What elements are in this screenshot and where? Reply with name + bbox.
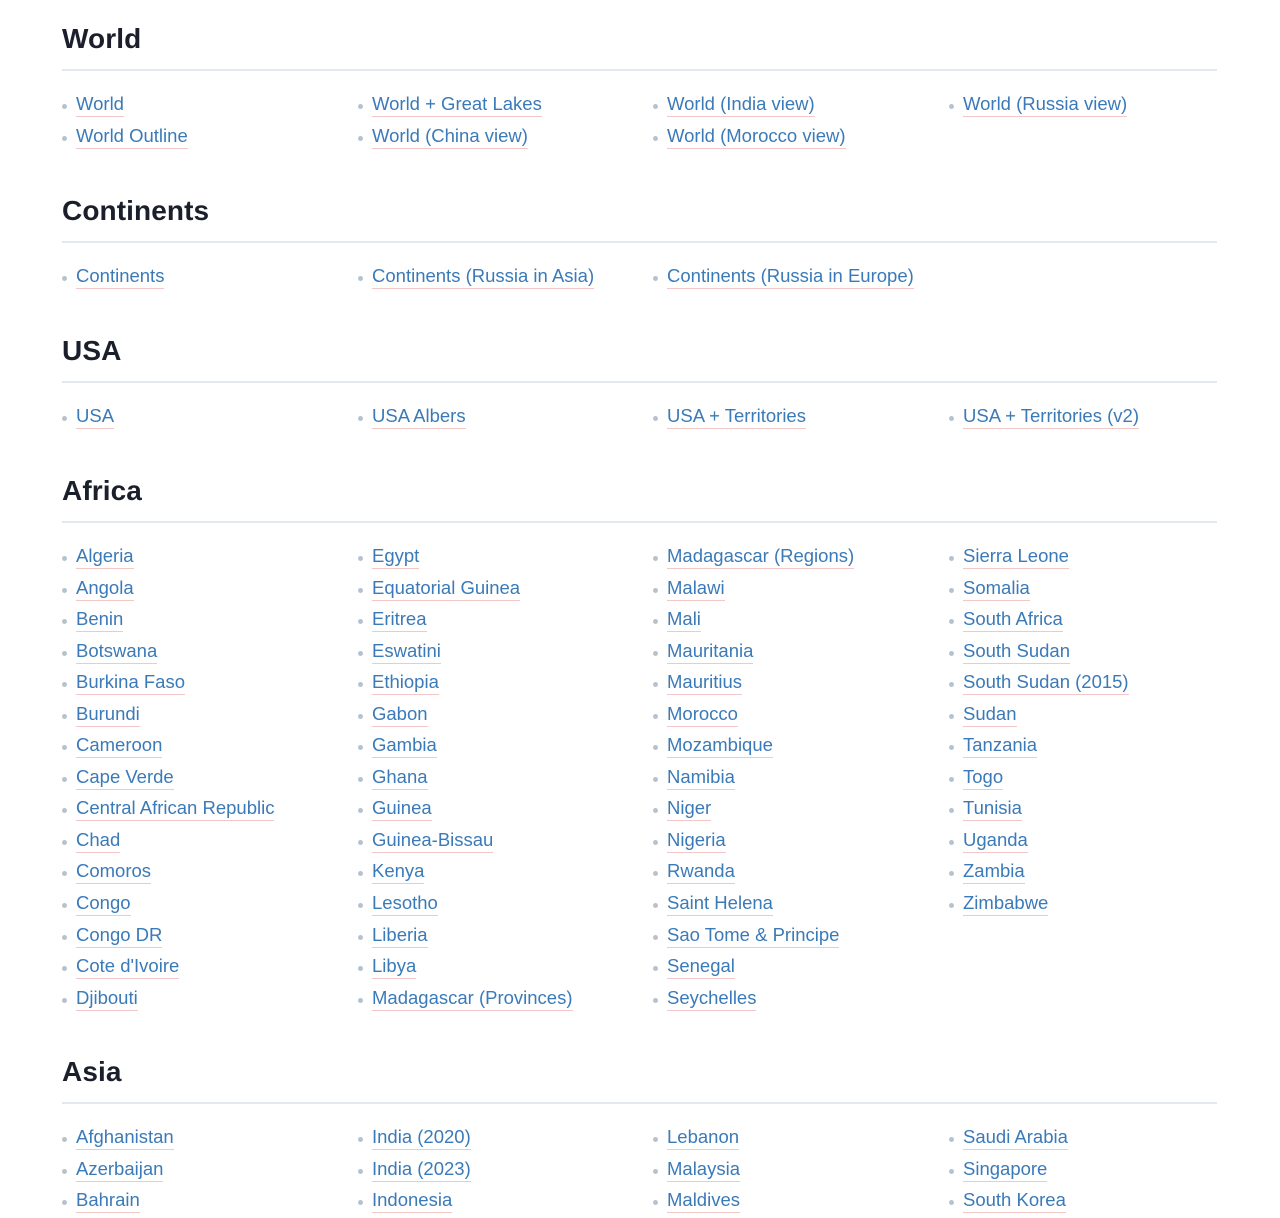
bullet-icon — [949, 840, 954, 845]
map-link-tunisia[interactable]: Tunisia — [963, 796, 1022, 821]
bullet-icon — [653, 966, 658, 971]
bullet-icon — [358, 1137, 363, 1142]
list-item — [62, 668, 342, 700]
map-link-world-morocco-view[interactable]: World (Morocco view) — [667, 124, 846, 149]
link-column — [653, 1123, 933, 1218]
list-item — [358, 1123, 638, 1155]
map-link-south-sudan[interactable]: South Sudan — [963, 639, 1070, 664]
list-item — [653, 984, 933, 1016]
bullet-icon — [949, 682, 954, 687]
map-link-singapore[interactable]: Singapore — [963, 1157, 1047, 1182]
list-item — [62, 637, 342, 669]
map-link-gabon[interactable]: Gabon — [372, 702, 428, 727]
section-title: Continents — [62, 195, 210, 226]
list-item — [358, 889, 638, 921]
map-link-zambia[interactable]: Zambia — [963, 859, 1025, 884]
bullet-icon — [62, 777, 67, 782]
bullet-icon — [62, 588, 67, 593]
bullet-icon — [653, 588, 658, 593]
list-item — [949, 1155, 1229, 1187]
map-link-malaysia[interactable]: Malaysia — [667, 1157, 740, 1182]
map-link-guinea[interactable]: Guinea — [372, 796, 432, 821]
bullet-icon — [653, 682, 658, 687]
map-link-benin[interactable]: Benin — [76, 607, 123, 632]
map-link-burkina-faso[interactable]: Burkina Faso — [76, 670, 185, 695]
bullet-icon — [653, 619, 658, 624]
bullet-icon — [653, 1137, 658, 1142]
list-item — [358, 574, 638, 606]
list-item — [653, 731, 933, 763]
list-item — [949, 1123, 1229, 1155]
link-column — [358, 262, 638, 294]
bullet-icon — [653, 104, 658, 109]
map-link-tanzania[interactable]: Tanzania — [963, 733, 1037, 758]
bullet-icon — [949, 619, 954, 624]
list-item — [653, 574, 933, 606]
bullet-icon — [358, 104, 363, 109]
bullet-icon — [62, 136, 67, 141]
list-item — [653, 700, 933, 732]
bullet-icon — [949, 714, 954, 719]
bullet-icon — [949, 104, 954, 109]
bullet-icon — [653, 1169, 658, 1174]
bullet-icon — [358, 935, 363, 940]
link-column — [62, 90, 342, 153]
list-item — [358, 763, 638, 795]
list-item — [653, 637, 933, 669]
list-item — [949, 574, 1229, 606]
map-link-maldives[interactable]: Maldives — [667, 1188, 740, 1213]
map-link-egypt[interactable]: Egypt — [372, 544, 419, 569]
bullet-icon — [358, 1169, 363, 1174]
map-link-sierra-leone[interactable]: Sierra Leone — [963, 544, 1069, 569]
list-item — [653, 90, 933, 122]
bullet-icon — [358, 903, 363, 908]
map-link-uganda[interactable]: Uganda — [963, 828, 1028, 853]
list-item — [62, 605, 342, 637]
map-link-seychelles[interactable]: Seychelles — [667, 986, 756, 1011]
bullet-icon — [949, 588, 954, 593]
list-item — [653, 857, 933, 889]
bullet-icon — [62, 556, 67, 561]
list-item — [62, 826, 342, 858]
bullet-icon — [949, 777, 954, 782]
bullet-icon — [358, 840, 363, 845]
bullet-icon — [653, 745, 658, 750]
list-item — [949, 605, 1229, 637]
section-title: World — [62, 23, 142, 54]
bullet-icon — [62, 808, 67, 813]
list-item — [358, 668, 638, 700]
list-item — [62, 857, 342, 889]
bullet-icon — [62, 871, 67, 876]
list-item — [949, 889, 1229, 921]
list-item — [358, 921, 638, 953]
list-item — [62, 731, 342, 763]
map-link-bahrain[interactable]: Bahrain — [76, 1188, 140, 1213]
bullet-icon — [653, 136, 658, 141]
section-divider — [62, 241, 1217, 243]
bullet-icon — [358, 808, 363, 813]
list-item — [949, 542, 1229, 574]
map-link-south-africa[interactable]: South Africa — [963, 607, 1063, 632]
list-item — [949, 731, 1229, 763]
bullet-icon — [62, 619, 67, 624]
map-link-malawi[interactable]: Malawi — [667, 576, 725, 601]
bullet-icon — [358, 871, 363, 876]
bullet-icon — [653, 1200, 658, 1205]
bullet-icon — [62, 840, 67, 845]
map-link-cape-verde[interactable]: Cape Verde — [76, 765, 174, 790]
list-item — [653, 605, 933, 637]
list-item — [358, 1155, 638, 1187]
bullet-icon — [62, 1169, 67, 1174]
map-link-lesotho[interactable]: Lesotho — [372, 891, 438, 916]
bullet-icon — [653, 416, 658, 421]
map-link-sudan[interactable]: Sudan — [963, 702, 1017, 727]
map-link-ghana[interactable]: Ghana — [372, 765, 428, 790]
map-link-comoros[interactable]: Comoros — [76, 859, 151, 884]
map-link-botswana[interactable]: Botswana — [76, 639, 157, 664]
map-link-eswatini[interactable]: Eswatini — [372, 639, 441, 664]
map-link-niger[interactable]: Niger — [667, 796, 711, 821]
bullet-icon — [653, 840, 658, 845]
bullet-icon — [949, 1169, 954, 1174]
bullet-icon — [62, 104, 67, 109]
link-column — [62, 402, 342, 434]
map-link-cote-d-ivoire[interactable]: Cote d'Ivoire — [76, 954, 179, 979]
bullet-icon — [358, 745, 363, 750]
map-link-indonesia[interactable]: Indonesia — [372, 1188, 452, 1213]
map-link-angola[interactable]: Angola — [76, 576, 134, 601]
section-title: Asia — [62, 1056, 122, 1087]
map-link-usa-territories-v2[interactable]: USA + Territories (v2) — [963, 404, 1139, 429]
map-link-ethiopia[interactable]: Ethiopia — [372, 670, 439, 695]
map-link-mali[interactable]: Mali — [667, 607, 701, 632]
bullet-icon — [62, 1137, 67, 1142]
bullet-icon — [653, 777, 658, 782]
bullet-icon — [949, 745, 954, 750]
map-link-nigeria[interactable]: Nigeria — [667, 828, 726, 853]
map-link-central-african-republic[interactable]: Central African Republic — [76, 796, 274, 821]
list-item — [62, 1155, 342, 1187]
map-link-world-china-view[interactable]: World (China view) — [372, 124, 528, 149]
link-column — [358, 1123, 638, 1218]
list-item — [653, 826, 933, 858]
list-item — [62, 889, 342, 921]
link-column — [653, 542, 933, 1015]
bullet-icon — [62, 714, 67, 719]
map-link-saint-helena[interactable]: Saint Helena — [667, 891, 773, 916]
list-item — [358, 794, 638, 826]
map-link-world-outline[interactable]: World Outline — [76, 124, 188, 149]
map-link-morocco[interactable]: Morocco — [667, 702, 738, 727]
list-item — [653, 763, 933, 795]
map-link-mauritius[interactable]: Mauritius — [667, 670, 742, 695]
bullet-icon — [62, 276, 67, 281]
bullet-icon — [62, 745, 67, 750]
list-item — [653, 262, 933, 294]
map-link-somalia[interactable]: Somalia — [963, 576, 1030, 601]
list-item — [358, 542, 638, 574]
bullet-icon — [653, 935, 658, 940]
map-link-gambia[interactable]: Gambia — [372, 733, 437, 758]
map-link-continents-russia-in-asia[interactable]: Continents (Russia in Asia) — [372, 264, 594, 289]
map-link-liberia[interactable]: Liberia — [372, 923, 428, 948]
bullet-icon — [62, 651, 67, 656]
bullet-icon — [653, 714, 658, 719]
map-link-saudi-arabia[interactable]: Saudi Arabia — [963, 1125, 1068, 1150]
bullet-icon — [62, 416, 67, 421]
list-item — [949, 763, 1229, 795]
bullet-icon — [358, 714, 363, 719]
map-link-mauritania[interactable]: Mauritania — [667, 639, 753, 664]
map-link-algeria[interactable]: Algeria — [76, 544, 134, 569]
list-item — [62, 700, 342, 732]
list-item — [358, 402, 638, 434]
bullet-icon — [62, 966, 67, 971]
list-item — [62, 1123, 342, 1155]
map-link-burundi[interactable]: Burundi — [76, 702, 140, 727]
bullet-icon — [358, 998, 363, 1003]
link-column — [949, 402, 1229, 434]
map-link-india-2020[interactable]: India (2020) — [372, 1125, 471, 1150]
list-item — [949, 90, 1229, 122]
section-title: Africa — [62, 475, 142, 506]
list-item — [62, 542, 342, 574]
map-link-world-india-view[interactable]: World (India view) — [667, 92, 815, 117]
map-link-south-korea[interactable]: South Korea — [963, 1188, 1066, 1213]
map-link-togo[interactable]: Togo — [963, 765, 1003, 790]
map-link-madagascar-provinces[interactable]: Madagascar (Provinces) — [372, 986, 573, 1011]
list-item — [358, 90, 638, 122]
map-link-mozambique[interactable]: Mozambique — [667, 733, 773, 758]
map-link-equatorial-guinea[interactable]: Equatorial Guinea — [372, 576, 520, 601]
list-item — [62, 763, 342, 795]
list-item — [653, 1186, 933, 1218]
bullet-icon — [653, 808, 658, 813]
list-item — [358, 605, 638, 637]
section-divider — [62, 69, 1217, 71]
list-item — [62, 794, 342, 826]
bullet-icon — [62, 1200, 67, 1205]
map-link-kenya[interactable]: Kenya — [372, 859, 424, 884]
list-item — [358, 1186, 638, 1218]
list-item — [62, 262, 342, 294]
bullet-icon — [62, 903, 67, 908]
bullet-icon — [949, 416, 954, 421]
bullet-icon — [949, 1200, 954, 1205]
map-link-sao-tome-principe[interactable]: Sao Tome & Principe — [667, 923, 839, 948]
bullet-icon — [358, 136, 363, 141]
list-item — [62, 921, 342, 953]
bullet-icon — [358, 416, 363, 421]
list-item — [358, 984, 638, 1016]
list-item — [653, 122, 933, 154]
map-link-congo[interactable]: Congo — [76, 891, 131, 916]
list-item — [653, 542, 933, 574]
map-link-madagascar-regions[interactable]: Madagascar (Regions) — [667, 544, 854, 569]
list-item — [358, 700, 638, 732]
link-column — [949, 90, 1229, 122]
bullet-icon — [949, 871, 954, 876]
map-link-lebanon[interactable]: Lebanon — [667, 1125, 739, 1150]
list-item — [653, 889, 933, 921]
bullet-icon — [358, 276, 363, 281]
map-link-world[interactable]: World — [76, 92, 124, 117]
link-column — [653, 402, 933, 434]
list-item — [949, 637, 1229, 669]
bullet-icon — [949, 903, 954, 908]
map-link-senegal[interactable]: Senegal — [667, 954, 735, 979]
link-column — [358, 90, 638, 153]
map-link-afghanistan[interactable]: Afghanistan — [76, 1125, 174, 1150]
list-item — [358, 637, 638, 669]
bullet-icon — [949, 556, 954, 561]
list-item — [949, 826, 1229, 858]
bullet-icon — [358, 1200, 363, 1205]
link-column — [653, 262, 933, 294]
map-link-rwanda[interactable]: Rwanda — [667, 859, 735, 884]
bullet-icon — [653, 998, 658, 1003]
section-divider — [62, 381, 1217, 383]
list-item — [358, 122, 638, 154]
map-link-india-2023[interactable]: India (2023) — [372, 1157, 471, 1182]
link-column — [949, 1123, 1229, 1218]
list-item — [653, 668, 933, 700]
bullet-icon — [358, 966, 363, 971]
link-column — [62, 1123, 342, 1218]
map-link-usa[interactable]: USA — [76, 404, 114, 429]
section-divider — [62, 521, 1217, 523]
list-item — [653, 952, 933, 984]
bullet-icon — [358, 682, 363, 687]
list-item — [62, 402, 342, 434]
map-link-djibouti[interactable]: Djibouti — [76, 986, 138, 1011]
bullet-icon — [358, 556, 363, 561]
map-link-chad[interactable]: Chad — [76, 828, 120, 853]
list-item — [62, 574, 342, 606]
bullet-icon — [949, 1137, 954, 1142]
section-title: USA — [62, 335, 122, 366]
link-column — [653, 90, 933, 153]
map-link-libya[interactable]: Libya — [372, 954, 416, 979]
link-column — [358, 542, 638, 1015]
list-item — [949, 402, 1229, 434]
map-link-usa-albers[interactable]: USA Albers — [372, 404, 466, 429]
list-item — [653, 1155, 933, 1187]
map-link-south-sudan-2015[interactable]: South Sudan (2015) — [963, 670, 1129, 695]
bullet-icon — [358, 777, 363, 782]
map-link-continents[interactable]: Continents — [76, 264, 164, 289]
list-item — [62, 952, 342, 984]
bullet-icon — [653, 651, 658, 656]
bullet-icon — [358, 588, 363, 593]
list-item — [358, 857, 638, 889]
map-link-zimbabwe[interactable]: Zimbabwe — [963, 891, 1048, 916]
list-item — [949, 794, 1229, 826]
bullet-icon — [62, 682, 67, 687]
list-item — [949, 857, 1229, 889]
link-column — [62, 542, 342, 1015]
bullet-icon — [653, 556, 658, 561]
list-item — [653, 794, 933, 826]
bullet-icon — [358, 651, 363, 656]
list-item — [949, 668, 1229, 700]
bullet-icon — [653, 276, 658, 281]
list-item — [62, 90, 342, 122]
list-item — [358, 826, 638, 858]
link-column — [358, 402, 638, 434]
bullet-icon — [653, 871, 658, 876]
bullet-icon — [62, 998, 67, 1003]
list-item — [358, 731, 638, 763]
list-item — [358, 952, 638, 984]
bullet-icon — [358, 619, 363, 624]
map-link-cameroon[interactable]: Cameroon — [76, 733, 162, 758]
list-item — [653, 921, 933, 953]
map-link-world-great-lakes[interactable]: World + Great Lakes — [372, 92, 542, 117]
list-item — [62, 1186, 342, 1218]
map-link-eritrea[interactable]: Eritrea — [372, 607, 427, 632]
list-item — [949, 1186, 1229, 1218]
list-item — [653, 402, 933, 434]
list-item — [358, 262, 638, 294]
bullet-icon — [62, 935, 67, 940]
bullet-icon — [949, 808, 954, 813]
map-link-congo-dr[interactable]: Congo DR — [76, 923, 162, 948]
map-link-world-russia-view[interactable]: World (Russia view) — [963, 92, 1127, 117]
link-column — [949, 542, 1229, 921]
bullet-icon — [949, 651, 954, 656]
bullet-icon — [653, 903, 658, 908]
map-link-usa-territories[interactable]: USA + Territories — [667, 404, 806, 429]
section-divider — [62, 1102, 1217, 1104]
link-column — [62, 262, 342, 294]
list-item — [62, 122, 342, 154]
map-link-namibia[interactable]: Namibia — [667, 765, 735, 790]
list-item — [653, 1123, 933, 1155]
map-link-guinea-bissau[interactable]: Guinea-Bissau — [372, 828, 493, 853]
map-link-continents-russia-in-europe[interactable]: Continents (Russia in Europe) — [667, 264, 914, 289]
list-item — [62, 984, 342, 1016]
list-item — [949, 700, 1229, 732]
map-link-azerbaijan[interactable]: Azerbaijan — [76, 1157, 163, 1182]
